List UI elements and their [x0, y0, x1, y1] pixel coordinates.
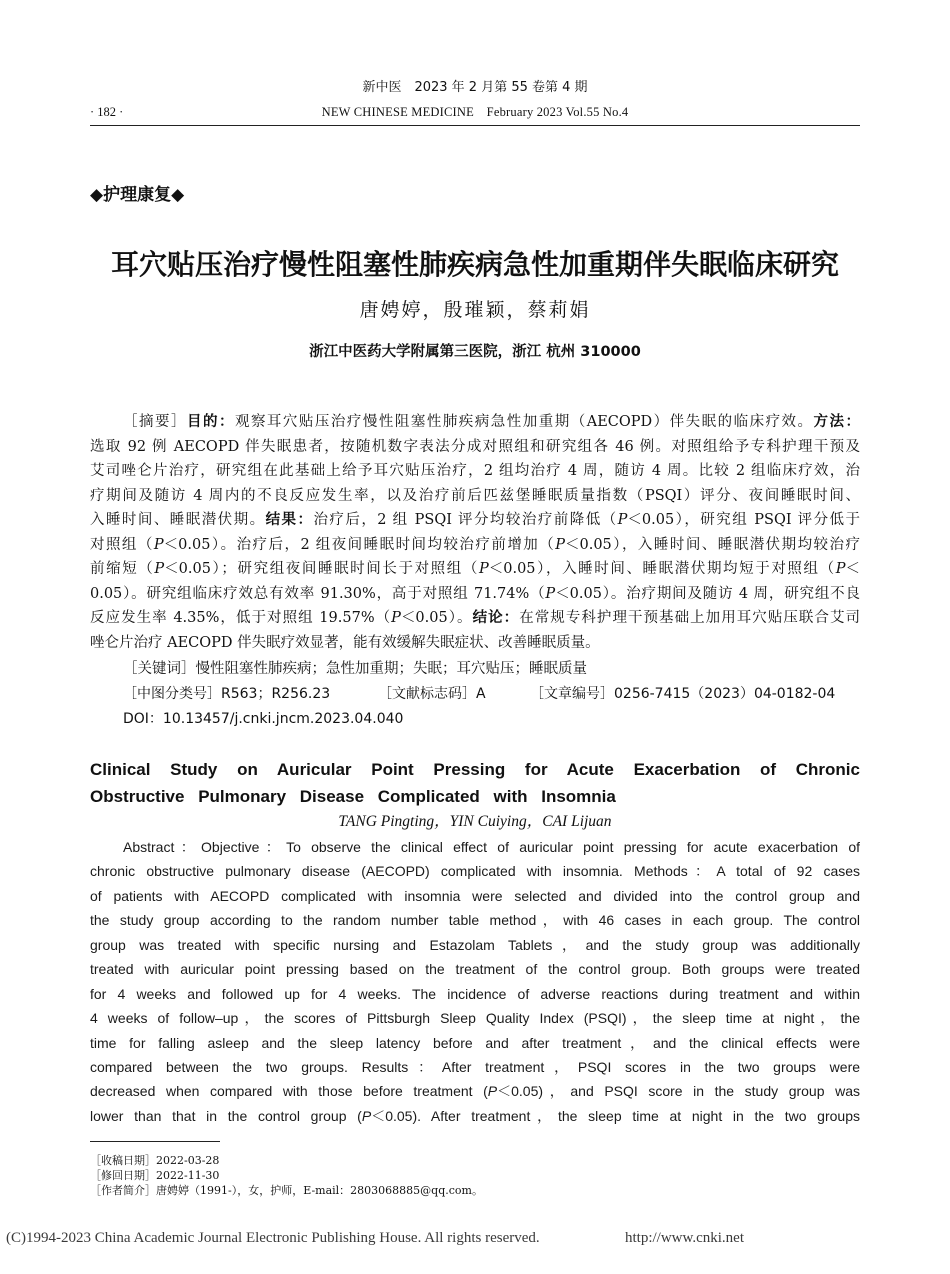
p-value-symbol: P — [487, 1083, 498, 1100]
article-title-en — [90, 756, 860, 810]
document-code: ［文献标志码］A — [378, 686, 486, 702]
footnote-rule — [90, 1141, 220, 1142]
p-value-symbol: P — [361, 1107, 372, 1124]
abstract-cn-line — [90, 557, 860, 582]
authors-cn: 唐娉婷，殷璀颖，蔡莉娟 — [359, 299, 591, 321]
abstract-cn-line — [90, 484, 860, 509]
abstract-en-line — [90, 1079, 860, 1103]
abstract-en-line — [90, 957, 860, 981]
text-run: time for falling asleep and the sleep latency before and after treatment，and the clinical effects were — [90, 1034, 860, 1051]
text-run: ＜0.05)，and PSQI score in the study group was — [497, 1083, 860, 1100]
abstract-en — [90, 835, 860, 1128]
text-run: lower than that in the control group ( — [90, 1107, 362, 1124]
text-run: 反应发生率 4.35%，低于对照组 19.57%（ — [90, 610, 392, 626]
abstract-cn-line — [90, 508, 860, 533]
abstract-section-label: 目的： — [186, 414, 235, 430]
abstract-cn-line — [90, 533, 860, 558]
abstract-en-line — [90, 835, 860, 859]
p-value-symbol: P — [617, 512, 628, 528]
text-run: 在常规专科护理干预基础上加用耳穴贴压联合艾司 — [519, 610, 860, 626]
text-run: ＜0.05）；研究组夜间睡眠时间长于对照组（ — [164, 561, 479, 577]
clc-number: ［中图分类号］R563；R256.23 — [123, 686, 331, 702]
abstract-label: ［摘要］ — [123, 414, 187, 430]
title-en-line: Obstructive Pulmonary Disease Complicated with Insomnia — [90, 787, 616, 806]
text-run: ＜0.05）。治疗后，2 组夜间睡眠时间均较治疗前增加（ — [163, 536, 556, 553]
journal-header-cn: 新中医 2023 年 2 月第 55 卷第 4 期 — [362, 80, 588, 95]
text-run: 唑仑片治疗 AECOPD 伴失眠疗效显著，能有效缓解失眠症状、改善睡眠质量。 — [90, 634, 600, 651]
abstract-en-line — [90, 982, 860, 1006]
abstract-section-label: 结论： — [472, 610, 520, 626]
text-run: treated with auricular point pressing based on the treatment of the control group. Both groups were treated — [90, 961, 860, 978]
text-run: Results： — [361, 1058, 442, 1075]
text-run: 前缩短（ — [90, 561, 155, 577]
p-value-symbol: P — [545, 585, 556, 602]
title-en-line: Clinical Study on Auricular Point Pressing for Acute Exacerbation of Chronic — [90, 760, 860, 779]
text-run: A total of 92 cases — [716, 863, 860, 880]
footnotes — [90, 1153, 860, 1198]
text-run: 选取 92 例 AECOPD 伴失眠患者，按随机数字表法分成对照组和研究组各 46 例。对照组给予专科护理干预及 — [90, 438, 860, 455]
author-bio: ［作者简介］唐娉婷（1991-），女，护师，E-mail：2803068885@qq.com。 — [90, 1184, 483, 1197]
p-value-symbol: P — [555, 536, 565, 553]
p-value-symbol: P — [835, 561, 846, 577]
page-number: · 182 · — [90, 105, 124, 119]
affiliation-cn: 浙江中医药大学附属第三医院，浙江 杭州 310000 — [309, 344, 641, 360]
text-run: ＜0.05），入睡时间、睡眠潜伏期均短于对照组（ — [488, 561, 836, 577]
abstract-en-line — [90, 1104, 860, 1128]
abstract-cn-line — [90, 435, 860, 460]
text-run: ＜ — [845, 561, 860, 577]
p-value-symbol: P — [391, 610, 401, 626]
text-run: Methods： — [634, 863, 717, 880]
text-run: for 4 weeks and followed up for 4 weeks. The incidence of adverse reactions during treatment and within — [90, 985, 860, 1002]
abstract-cn-line — [90, 606, 860, 631]
text-run: After treatment，PSQI scores in the two groups were — [441, 1058, 860, 1075]
text-run: group was treated with specific nursing and Estazolam Tablets，and the study group was additionally — [90, 936, 860, 953]
text-run: of patients with AECOPD complicated with insomnia were selected and divided into the control group and — [90, 887, 860, 904]
text-run: Objective： — [201, 839, 287, 855]
authors-en: TANG Pingting，YIN Cuiying，CAI Lijuan — [338, 813, 612, 830]
p-value-symbol: P — [154, 561, 165, 577]
article-title-cn: 耳穴贴压治疗慢性阻塞性肺疾病急性加重期伴失眠临床研究 — [110, 248, 839, 281]
keywords-label: ［关键词］ — [123, 661, 196, 677]
text-run: 0.05）。研究组临床疗效总有效率 91.30%，高于对照组 71.74%（ — [90, 585, 546, 602]
abstract-cn-line — [90, 459, 860, 484]
abstract-section-label: 方法： — [813, 414, 860, 430]
text-run: compared between the two groups. — [90, 1058, 362, 1075]
text-run: ＜0.05）。治疗期间及随访 4 周，研究组不良 — [555, 585, 860, 602]
text-run: 艾司唑仑片治疗，研究组在此基础上给予耳穴贴压治疗，2 组均治疗 4 周，随访 4 周。比较 2 组临床疗效，治 — [90, 463, 860, 479]
abstract-en-line — [90, 859, 860, 883]
article-number: ［文章编号］0256-7415（2023）04-0182-04 — [530, 686, 836, 702]
text-run: the study group according to the random number table method，with 46 cases in each group. The control — [90, 912, 860, 929]
text-run: 对照组（ — [90, 536, 154, 553]
text-run: decreased when compared with those before treatment ( — [90, 1083, 488, 1100]
received-date: ［收稿日期］2022-03-28 — [90, 1154, 220, 1167]
text-run: To observe the clinical effect of auricular point pressing for acute exacerbation of — [286, 839, 860, 855]
keywords-text: 慢性阻塞性肺疾病；急性加重期；失眠；耳穴贴压；睡眠质量 — [195, 661, 587, 677]
text-run: Abstract： — [123, 839, 202, 855]
text-run: 治疗后，2 组 PSQI 评分均较治疗前降低（ — [313, 512, 618, 528]
classification-line — [123, 682, 860, 706]
p-value-symbol: P — [478, 561, 489, 577]
abstract-en-line — [90, 1031, 860, 1055]
header-rule — [90, 125, 860, 126]
copyright-notice: (C)1994-2023 China Academic Journal Electronic Publishing House. All rights reserved. — [6, 1230, 540, 1246]
abstract-en-line — [90, 1006, 860, 1030]
doi: DOI：10.13457/j.cnki.jncm.2023.04.040 — [123, 711, 404, 727]
text-run: ＜0.05），入睡时间、睡眠潜伏期均较治疗 — [565, 536, 860, 553]
abstract-cn-line — [90, 582, 860, 607]
abstract-en-line — [90, 933, 860, 957]
abstract-cn — [90, 410, 860, 655]
text-run: ＜0.05). After treatment，the sleep time at night in the two groups — [371, 1107, 860, 1124]
text-run: 入睡时间、睡眠潜伏期。 — [90, 512, 266, 528]
abstract-en-line — [90, 1055, 860, 1079]
abstract-section-label: 结果： — [265, 512, 314, 528]
abstract-cn-line — [90, 631, 860, 656]
section-heading: ◆护理康复◆ — [90, 185, 185, 205]
text-run: 疗期间及随访 4 周内的不良反应发生率，以及治疗前后匹兹堡睡眠质量指数（PSQI）评分、夜间睡眠时间、 — [90, 487, 860, 504]
abstract-en-line — [90, 908, 860, 932]
keywords — [123, 657, 860, 681]
abstract-en-line — [90, 884, 860, 908]
revised-date: ［修回日期］2022-11-30 — [90, 1169, 220, 1182]
text-run: 4 weeks of follow–up，the scores of Pittsburgh Sleep Quality Index (PSQI)，the sleep time at night，the — [90, 1010, 860, 1027]
journal-header-en: NEW CHINESE MEDICINE February 2023 Vol.55 No.4 — [321, 105, 629, 119]
website-link[interactable]: http://www.cnki.net — [625, 1230, 745, 1246]
text-run: ＜0.05）。 — [400, 610, 473, 626]
p-value-symbol: P — [153, 536, 164, 553]
text-run: 观察耳穴贴压治疗慢性阻塞性肺疾病急性加重期（AECOPD）伴失眠的临床疗效。 — [234, 414, 814, 430]
abstract-cn-line — [90, 410, 860, 435]
text-run: ＜0.05），研究组 PSQI 评分低于 — [627, 512, 860, 528]
text-run: chronic obstructive pulmonary disease (AECOPD) complicated with insomnia. — [90, 863, 635, 880]
